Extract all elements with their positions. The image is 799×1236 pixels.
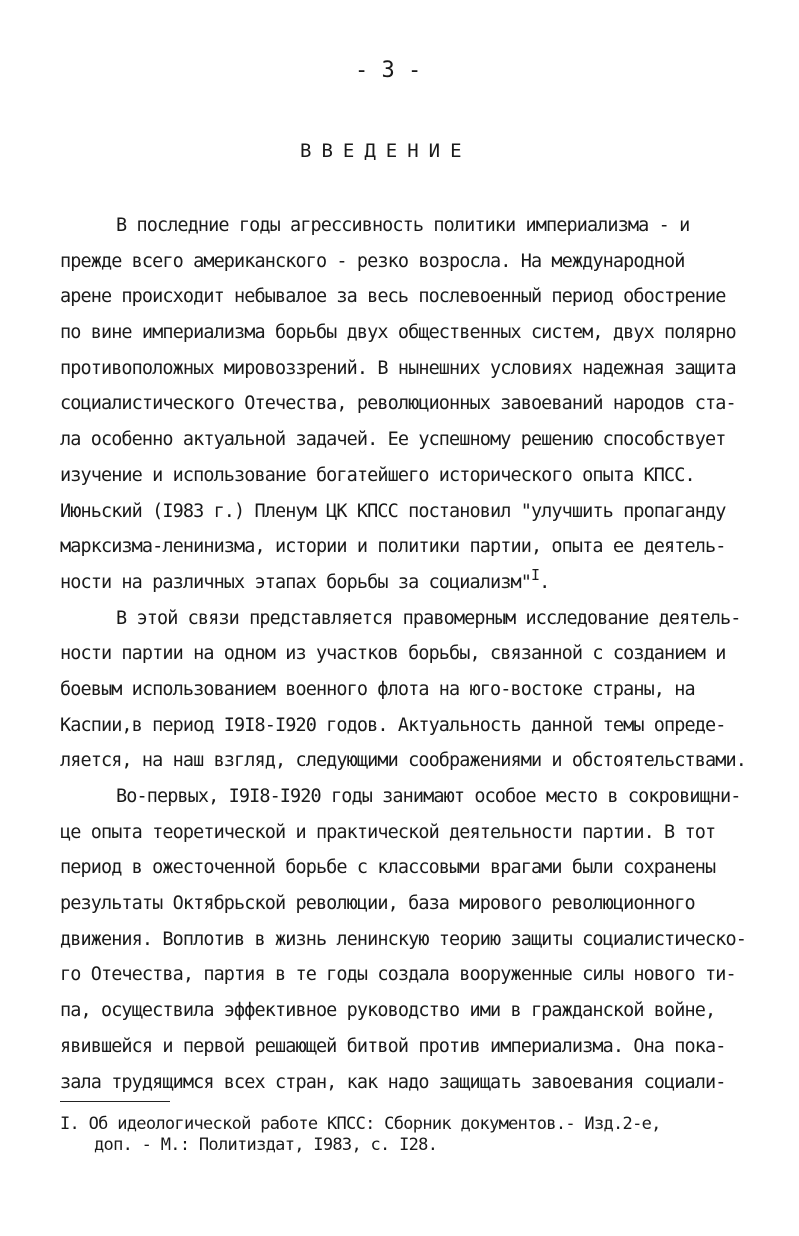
- text-line: Каспии,в период I9I8-I920 годов. Актуальность данной темы опреде-: [60, 714, 726, 736]
- text-span: .: [539, 571, 550, 593]
- footnote: [60, 1114, 785, 1156]
- paragraph: [60, 601, 785, 779]
- text-line: по вине империализма борьбы двух общественных систем, двух полярно: [60, 322, 736, 344]
- text-line: па, осуществила эффективное руководство ими в гражданской войне,: [60, 1000, 716, 1022]
- footnote-line: I. Об идеологической работе КПСС: Сборник документов.- Изд.2-е,: [60, 1114, 661, 1134]
- footnote-ref: I: [530, 565, 540, 584]
- text-line-with-footnote: [60, 565, 785, 601]
- text-line: арене происходит небывалое за весь послевоенный период обострение: [60, 286, 726, 308]
- text-line: го Отечества, партия в те годы создала вооруженные силы нового ти-: [60, 964, 736, 986]
- text-line: социалистического Отечества, революционных завоеваний народов ста-: [60, 393, 736, 415]
- text-line: В последние годы агрессивность политики империализма - и: [116, 215, 690, 236]
- text-line: боевым использованием военного флота на юго-востоке страны, на: [60, 678, 695, 700]
- text-line: противоположных мировоззрений. В нынешних условиях надежная защита: [60, 357, 736, 379]
- paragraph: [60, 779, 785, 1100]
- page-number: - 3 -: [355, 58, 422, 83]
- text-line: В этой связи представляется правомерным исследование деятель-: [116, 607, 741, 629]
- text-line: период в ожесточенной борьбе с классовыми врагами были сохранены: [60, 857, 716, 879]
- text-line: результаты Октябрьской революции, база мирового революционного: [60, 893, 695, 915]
- text-line: Июньский (I983 г.) Пленум ЦК КПСС постановил "улучшить пропаганду: [60, 500, 726, 522]
- section-heading: ВВЕДЕНИЕ: [300, 140, 472, 162]
- text-line: ла особенно актуальной задачей. Ее успешному решению способствует: [60, 429, 726, 451]
- text-line: движения. Воплотив в жизнь ленинскую теорию защиты социалистическо-: [60, 928, 746, 950]
- body-text: [60, 208, 785, 1100]
- text-line: ляется, на наш взгляд, следующими соображениями и обстоятельствами.: [60, 750, 746, 772]
- text-line: ности партии на одном из участков борьбы, связанной с созданием и: [60, 643, 726, 665]
- text-line: Во-первых, I9I8-I920 годы занимают особое место в сокровищни-: [116, 786, 741, 807]
- paragraph: [60, 208, 785, 601]
- footnote-divider: [60, 1101, 170, 1102]
- text-span: ности на различных этапах борьбы за социализм": [60, 571, 531, 593]
- text-line: марксизма-ленинизма, истории и политики партии, опыта ее деятель-: [60, 536, 726, 558]
- text-line: зала трудящимся всех стран, как надо защищать завоевания социали-: [60, 1071, 726, 1093]
- footnote-line: доп. - М.: Политиздат, I983, с. I28.: [94, 1135, 438, 1155]
- text-line: прежде всего американского - резко возросла. На международной: [60, 250, 685, 272]
- text-line: це опыта теоретической и практической деятельности партии. В тот: [60, 821, 716, 843]
- text-line: изучение и использование богатейшего исторического опыта КПСС.: [60, 464, 695, 486]
- text-line: явившейся и первой решающей битвой против империализма. Она пока-: [60, 1035, 726, 1057]
